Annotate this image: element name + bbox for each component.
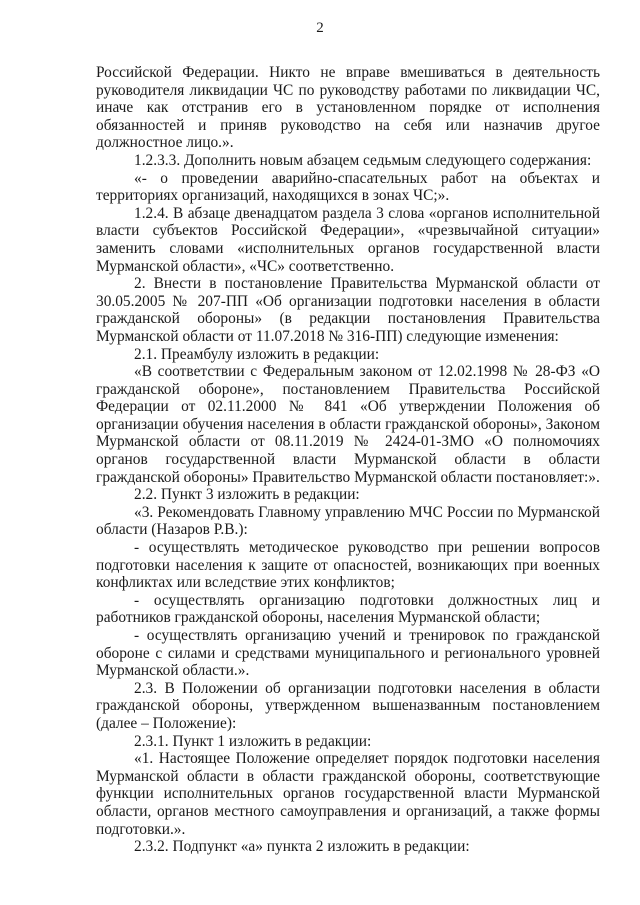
paragraph-clause-1: «1. Настоящее Положение определяет порядок подготовки населения Мурманской области в области гражданской обороны, соответствующие функции исполнительных органов государственной власти Мурманской области, органов местного самоуправления и организаций, а также формы подготовки.».	[96, 750, 600, 838]
page-number: 2	[316, 20, 324, 36]
paragraph-bullet-1: - осуществлять методическое руководство при решении вопросов подготовки населения к защите от опасностей, возникающих при военных конфликтах или вследствие этих конфликтов;	[96, 539, 600, 592]
paragraph-bullet-3: - осуществлять организацию учений и тренировок по гражданской обороне с силами и средствами муниципального и регионального уровней Мурманской области.».	[96, 627, 600, 680]
document-body	[96, 64, 600, 856]
paragraph-continuation: Российской Федерации. Никто не вправе вмешиваться в деятельность руководителя ликвидации ЧС по руководству работами по ликвидации ЧС, иначе как отстранив его в установленном порядке от исполнения обязанностей и приняв руководство на себя или назначив другое должностное лицо.».	[96, 64, 600, 152]
paragraph-2: 2. Внести в постановление Правительства Мурманской области от 30.05.2005 № 207-ПП «Об организации подготовки населения в области гражданской обороны» (в редакции постановления Правительства Мурманской области от 11.07.2018 № 316-ПП) следующие изменения:	[96, 275, 600, 345]
paragraph-2-3-1: 2.3.1. Пункт 1 изложить в редакции:	[134, 732, 372, 750]
paragraph-preamble: «В соответствии с Федеральным законом от 12.02.1998 № 28-ФЗ «О гражданской обороне», постановлением Правительства Российской Федерации от 02.11.2000 № 841 «Об утверждении Положения об организации обучения населения в области гражданской обороны», Законом Мурманской области от 08.11.2019 № 2424-01-ЗМО «О полномочиях органов государственной власти Мурманской области в области гражданской обороны» Правительство Мурманской области постановляет:».	[96, 363, 600, 486]
paragraph-clause-3: «3. Рекомендовать Главному управлению МЧС России по Мурманской области (Назаров Р.В.):	[96, 503, 600, 539]
paragraph-bullet-2: - осуществлять организацию подготовки должностных лиц и работников гражданской обороны, населения Мурманской области;	[96, 591, 600, 627]
paragraph-1-2-3-3: 1.2.3.3. Дополнить новым абзацем седьмым следующего содержания:	[134, 151, 592, 169]
paragraph-2-2: 2.2. Пункт 3 изложить в редакции:	[134, 486, 360, 504]
paragraph-2-3: 2.3. В Положении об организации подготовки населения в области гражданской обороны, утвержденном вышеназванным постановлением (далее – Положение):	[96, 679, 600, 732]
paragraph-2-3-2: 2.3.2. Подпункт «а» пункта 2 изложить в редакции:	[134, 838, 470, 856]
paragraph-1-2-4: 1.2.4. В абзаце двенадцатом раздела 3 слова «органов исполнительной власти субъектов Российской Федерации», «чрезвычайной ситуации» заменить словами «исполнительных органов государственной власти Мурманской области», «ЧС» соответственно.	[96, 204, 600, 275]
paragraph-new-clause: «- о проведении аварийно-спасательных работ на объектах и территориях организаций, находящихся в зонах ЧС;».	[96, 169, 600, 205]
paragraph-2-1: 2.1. Преамбулу изложить в редакции:	[134, 345, 380, 363]
